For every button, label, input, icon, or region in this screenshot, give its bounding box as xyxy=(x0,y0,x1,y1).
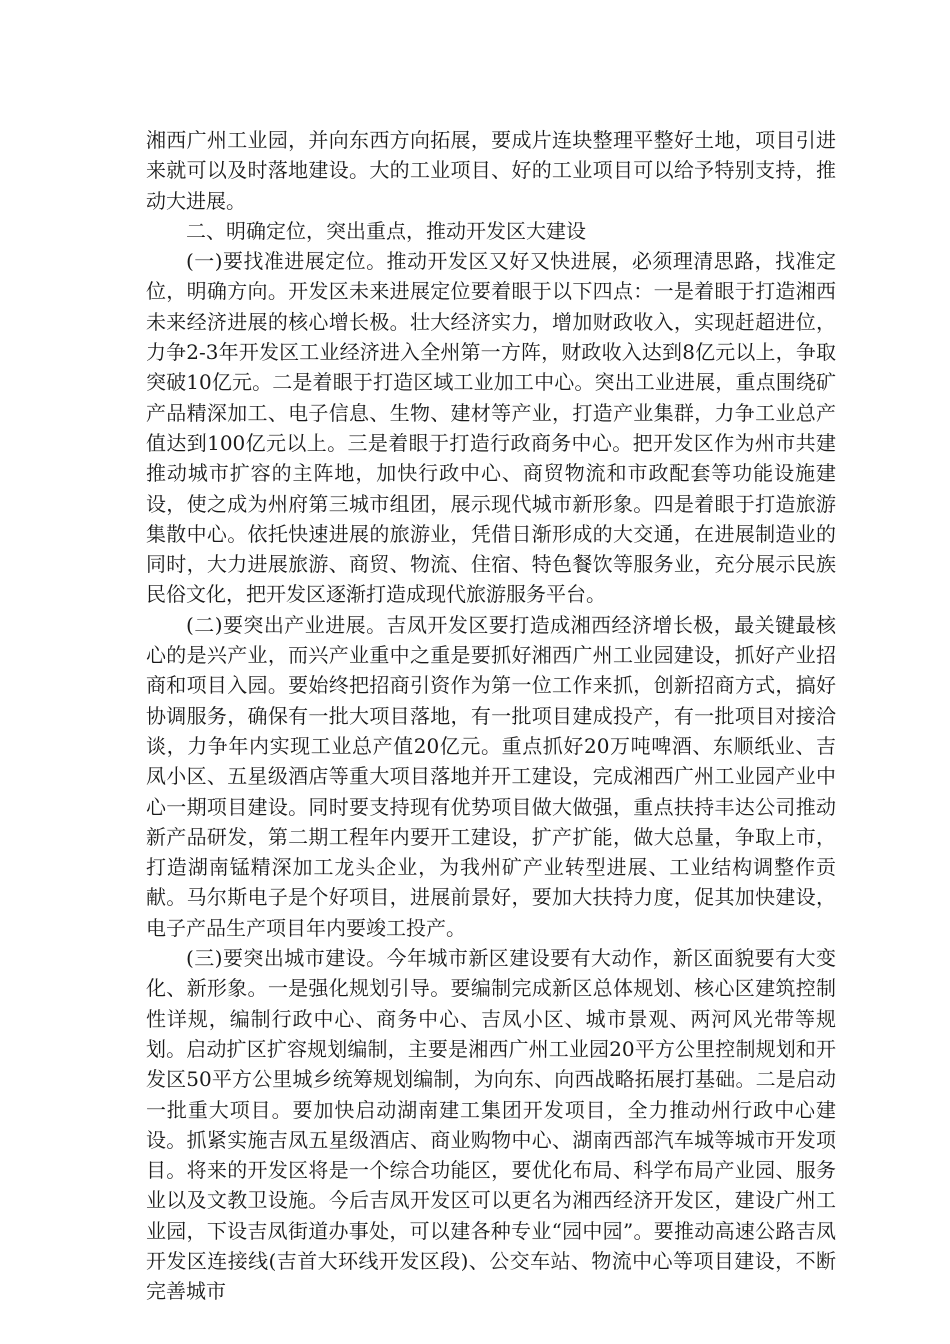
paragraph-positioning: (一)要找准进展定位。推动开发区又好又快进展，必须理清思路，找准定位，明确方向。开发区未来进展定位要着眼于以下四点：一是着眼于打造湘西未来经济进展的核心增长极。壮大经济实力，增加财政收入，实现赶超进位，力争2-3年开发区工业经济进入全州第一方阵，财政收入达到8亿元以上，争取突破10亿元。二是着眼于打造区域工业加工中心。突出工业进展，重点围绕矿产品精深加工、电子信息、生物、建材等产业，打造产业集群，力争工业总产值达到100亿元以上。三是着眼于打造行政商务中心。把开发区作为州市共建推动城市扩容的主阵地，加快行政中心、商贸物流和市政配套等功能设施建设，使之成为州府第三城市组团，展示现代城市新形象。四是着眼于打造旅游集散中心。依托快速进展的旅游业，凭借日渐形成的大交通，在进展制造业的同时，大力进展旅游、商贸、物流、住宿、特色餐饮等服务业，充分展示民族民俗文化，把开发区逐渐打造成现代旅游服务平台。 xyxy=(146,249,836,607)
paragraph-urban-construction: (三)要突出城市建设。今年城市新区建设要有大动作，新区面貌要有大变化、新形象。一是强化规划引导。要编制完成新区总体规划、核心区建筑控制性详规，编制行政中心、商务中心、吉凤小区、城市景观、两河风光带等规划。启动扩区扩容规划编制，主要是湘西广州工业园20平方公里控制规划和开发区50平方公里城乡统筹规划编制，为向东、向西战略拓展打基础。二是启动一批重大项目。要加快启动湖南建工集团开发项目，全力推动州行政中心建设。抓紧实施吉凤五星级酒店、商业购物中心、湖南西部汽车城等城市开发项目。将来的开发区将是一个综合功能区，要优化布局、科学布局产业园、服务业以及文教卫设施。今后吉凤开发区可以更名为湘西经济开发区，建设广州工业园，下设吉凤街道办事处，可以建各种专业“园中园”。要推动高速公路吉凤开发区连接线(吉首大环线开发区段)、公交车站、物流中心等项目建设，不断完善城市 xyxy=(146,946,836,1304)
paragraph-continuation: 湘西广州工业园，并向东西方向拓展，要成片连块整理平整好土地，项目引进来就可以及时落地建设。大的工业项目、好的工业项目可以给予特别支持，推动大进展。 xyxy=(146,128,836,213)
document-body xyxy=(146,125,836,1307)
paragraph-industry: (二)要突出产业进展。吉凤开发区要打造成湘西经济增长极，最关键最核心的是兴产业，而兴产业重中之重是要抓好湘西广州工业园建设，抓好产业招商和项目入园。要始终把招商引资作为第一位工作来抓，创新招商方式，搞好协调服务，确保有一批大项目落地，有一批项目建成投产，有一批项目对接洽谈，力争年内实现工业总产值20亿元。重点抓好20万吨啤酒、东顺纸业、吉凤小区、五星级酒店等重大项目落地并开工建设，完成湘西广州工业园产业中心一期项目建设。同时要支持现有优势项目做大做强，重点扶持丰达公司推动新产品研发，第二期工程年内要开工建设，扩产扩能，做大总量，争取上市，打造湖南锰精深加工龙头企业，为我州矿产业转型进展、工业结构调整作贡献。马尔斯电子是个好项目，进展前景好，要加大扶持力度，促其加快建设，电子产品生产项目年内要竣工投产。 xyxy=(146,612,836,940)
section-heading: 二、明确定位，突出重点，推动开发区大建设 xyxy=(186,218,586,243)
